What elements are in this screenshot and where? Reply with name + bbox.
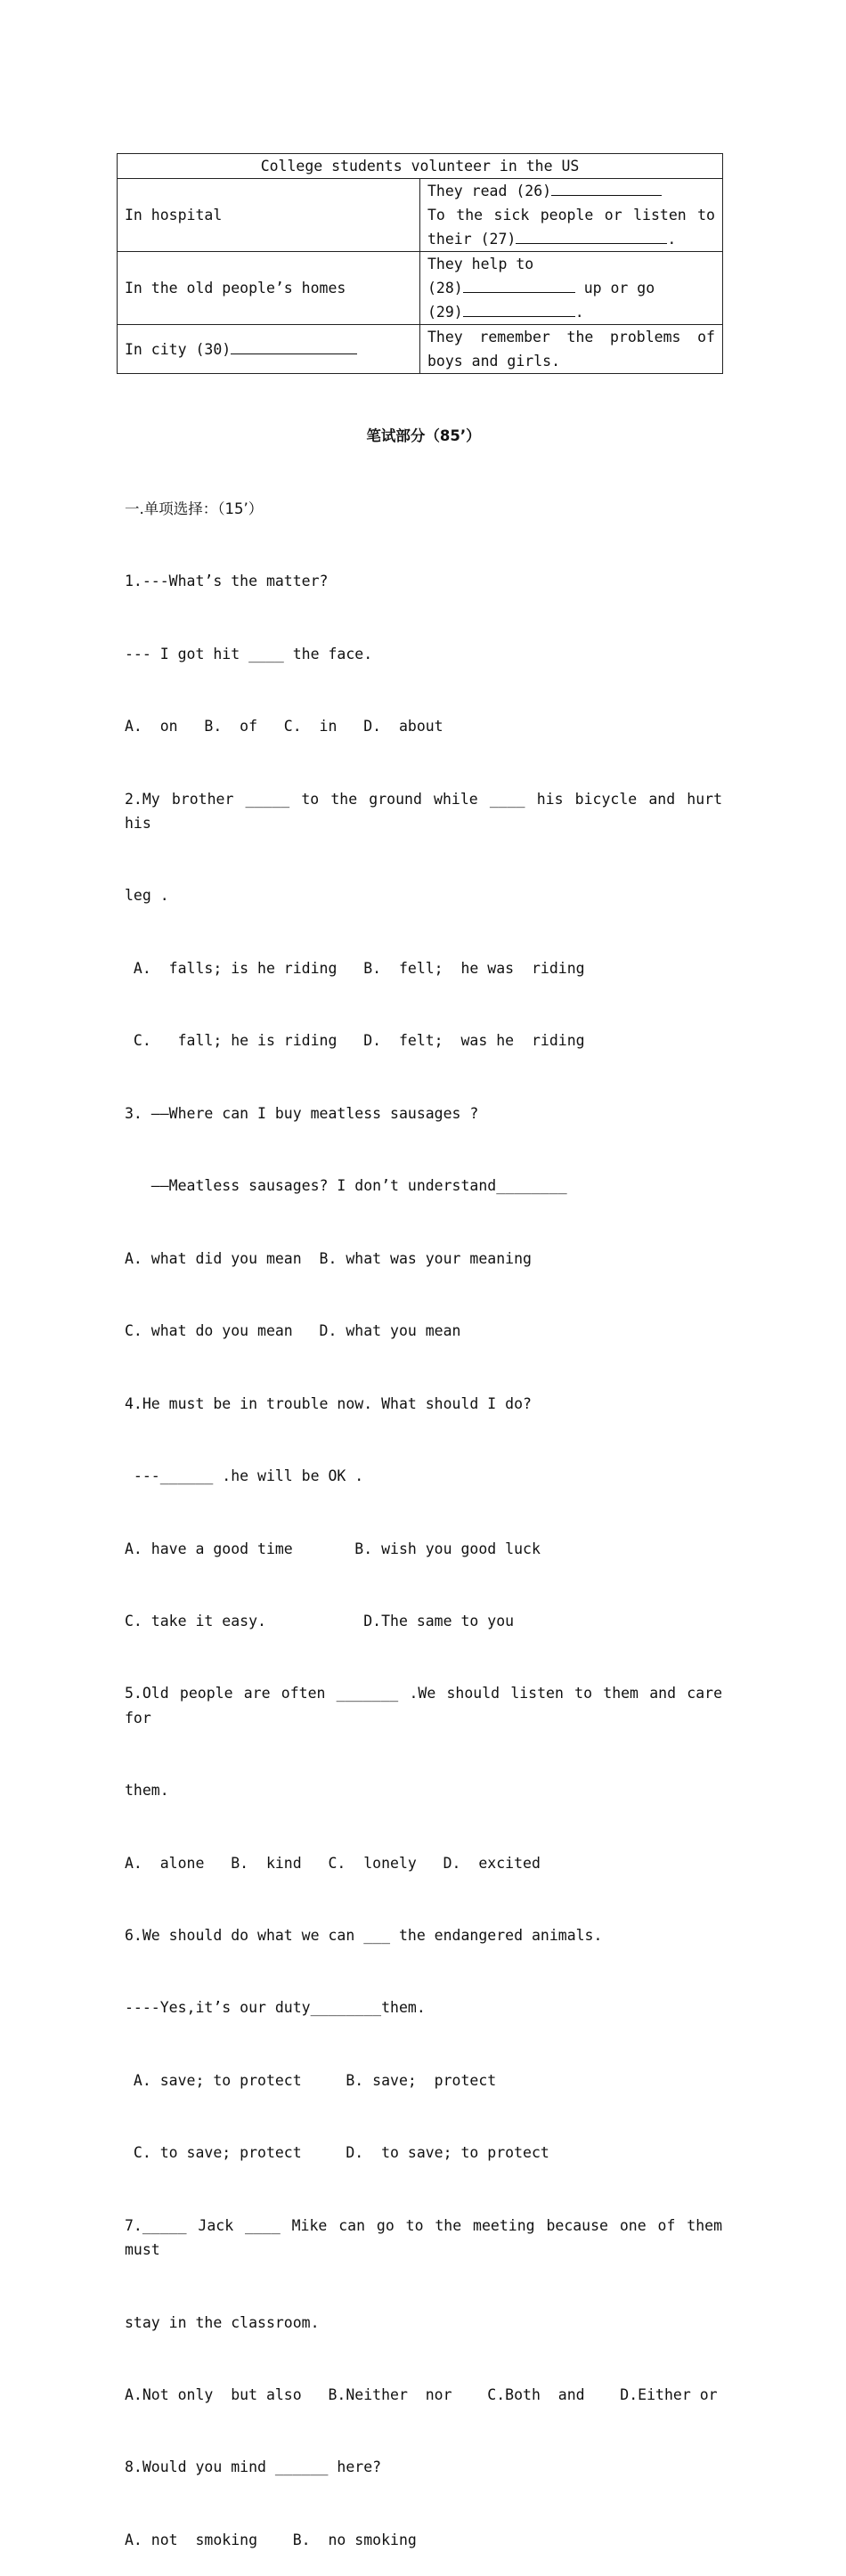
question-line: 6.We should do what we can ___ the endangered animals. — [125, 1927, 603, 1944]
table-title: College students volunteer in the US — [118, 154, 723, 179]
cell-text: up or go — [583, 280, 655, 297]
question-line: ---______ .he will be OK . — [125, 1467, 364, 1485]
question-line: 7._____ Jack ____ Mike can go to the meeting because one of them must — [125, 2216, 722, 2259]
question-line: A. have a good time B. wish you good luck — [125, 1540, 541, 1557]
cell-text: They help to — [427, 256, 534, 272]
cell-text: They remember the problems of — [427, 329, 715, 345]
answer-blank-26 — [551, 179, 662, 196]
question-line: 5.Old people are often _______ .We should listen to them and care for — [125, 1685, 722, 1727]
cell-text: They read (26) — [427, 183, 552, 199]
section-title: 笔试部分（85’） — [366, 427, 481, 445]
question-line: ----Yes,it’s our duty________them. — [125, 1999, 426, 2017]
question-line: A. what did you mean B. what was your meaning — [125, 1249, 532, 1267]
question-line: stay in the classroom. — [125, 2313, 320, 2331]
cell-text: To the sick people or listen to — [427, 207, 715, 223]
question-line: C. what do you mean D. what you mean — [125, 1322, 461, 1340]
question-line: C. to save; protect D. to save; to protect — [125, 2144, 549, 2162]
part-heading: 一.单项选择：（15’） — [125, 500, 264, 517]
question-line: A. alone B. kind C. lonely D. excited — [125, 1854, 541, 1872]
table-cell-activity — [420, 252, 723, 325]
cell-text: their (27) — [427, 231, 517, 248]
cell-text: (28) — [427, 280, 463, 297]
answer-blank-27 — [516, 227, 667, 244]
question-line: 2.My brother _____ to the ground while ____ his bicycle and hurt his — [125, 790, 722, 832]
table-cell-activity — [420, 179, 723, 252]
table-cell-place: In the old people’s homes — [118, 252, 420, 325]
table-cell-activity — [420, 325, 723, 374]
question-line: 3. ——Where can I buy meatless sausages ? — [125, 1104, 479, 1122]
cell-text: . — [574, 304, 584, 321]
cell-text: . — [667, 231, 677, 248]
question-line: 4.He must be in trouble now. What should I do? — [125, 1394, 532, 1412]
question-line: --- I got hit ____ the face. — [125, 645, 373, 662]
question-line: 8.Would you mind ______ here? — [125, 2458, 382, 2476]
question-line: A. falls; is he riding B. fell; he was riding — [125, 959, 585, 977]
question-line: C. take it easy. D.The same to you — [125, 1612, 515, 1629]
question-line: ——Meatless sausages? I don’t understand________ — [125, 1177, 567, 1195]
written-section — [125, 376, 722, 2576]
question-line: leg . — [125, 887, 169, 905]
cell-text: (29) — [427, 304, 463, 321]
question-line: A. save; to protect B. save; protect — [125, 2071, 497, 2089]
table-cell-place: In hospital — [118, 179, 420, 252]
question-line: them. — [125, 1782, 169, 1800]
question-line: C. fall; he is riding D. felt; was he riding — [125, 1032, 585, 1050]
answer-blank-30 — [231, 337, 357, 354]
question-line: A. on B. of C. in D. about — [125, 718, 443, 735]
table-cell-place — [118, 325, 420, 374]
cell-text: In city (30) — [125, 340, 232, 358]
answer-blank-29 — [463, 300, 575, 317]
answer-blank-28 — [463, 276, 575, 293]
question-line: 1.---What’s the matter? — [125, 573, 329, 590]
volunteer-table — [117, 153, 723, 374]
question-line: A.Not only but also B.Neither nor C.Both and D.Either or — [125, 2385, 718, 2403]
question-line: A. not smoking B. no smoking — [125, 2531, 417, 2548]
cell-text: boys and girls. — [427, 353, 561, 370]
